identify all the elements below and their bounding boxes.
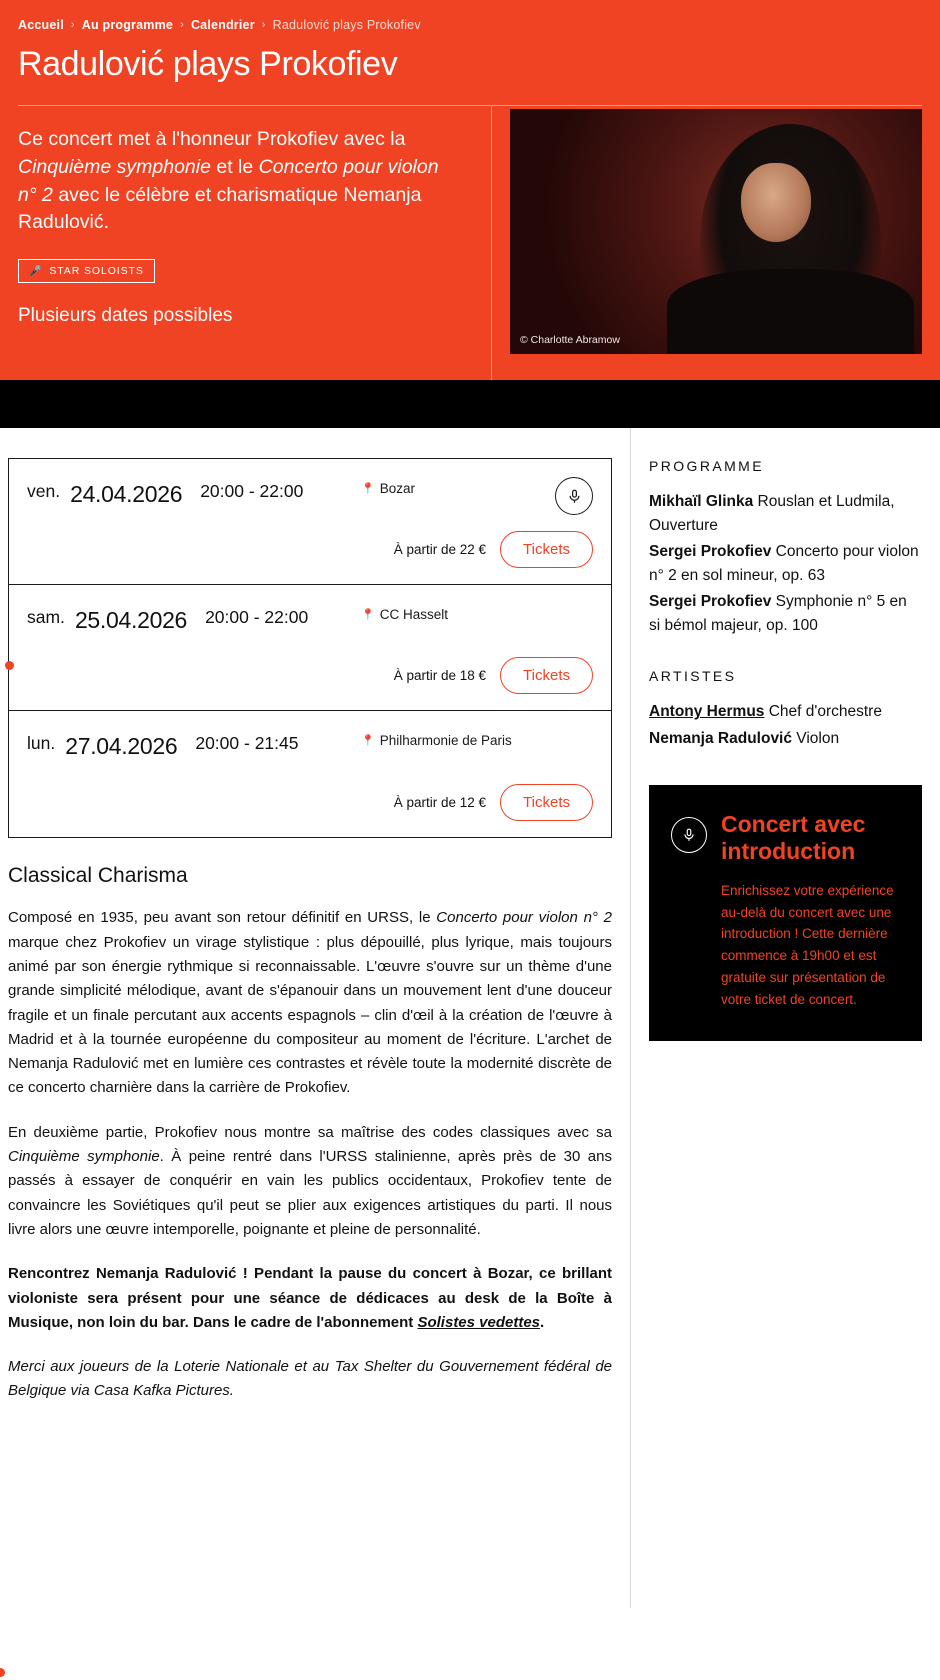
artistes-block [649,668,922,750]
hero-right-column [492,106,922,380]
star-soloists-tag-label: STAR SOLOISTS [49,265,144,278]
date-time: 20:00 - 22:00 [200,481,304,502]
date-time: 20:00 - 22:00 [205,607,309,628]
photo-shape-head [741,163,811,241]
date-side-2 [361,585,611,710]
artist-photo [510,109,922,354]
price-row [361,784,593,821]
hero-left-column [18,106,492,380]
artist-role: Violon [792,729,840,747]
microphone-icon [567,489,582,504]
article-p2-part-a: En deuxième partie, Prokofiev nous montre sa maîtrise des codes classiques avec sa [8,1123,612,1141]
venue-line [361,607,593,622]
table-row[interactable] [9,711,611,837]
tickets-button[interactable]: Tickets [500,784,593,821]
hero-body [18,105,922,380]
promo-title: Concert avec introduction [721,810,866,865]
breadcrumb-item-home[interactable]: Accueil [18,18,64,32]
dates-table [8,458,612,838]
article-p1-emphasis: Concerto pour violon n° 2 [436,909,612,927]
date-main-3 [9,711,361,837]
date-number: 25.04.2026 [74,607,188,634]
date-number: 24.04.2026 [70,481,183,508]
programme-composer: Mikhaïl Glinka [649,493,754,511]
article-paragraph-2 [8,1121,612,1242]
solistes-vedettes-link[interactable]: Solistes vedettes [417,1313,541,1331]
artistes-title: ARTISTES [649,668,737,685]
date-dayofweek: sam. [27,607,65,628]
artist-name: Nemanja Radulović [649,729,792,747]
artist-item [649,727,922,751]
table-row[interactable] [9,585,611,711]
date-time: 20:00 - 21:45 [195,733,299,754]
price-row [361,531,593,568]
promo-description: Enrichissez votre expérience au-delà du concert avec une introduction ! Cette dernière commence à 19h00 et est gratuite sur présentation de votre ticket de concert. [721,882,894,1007]
venue-line [361,733,593,748]
breadcrumb-item-programme[interactable]: Au programme [81,18,174,32]
article-p1-part-b: marque chez Prokofiev un virage stylistique : plus dépouillé, plus lyrique, mais toujours animé par son énergie rythmique si reconnaissable. L'œuvre s'ouvre sur un thème d'une grande simplicité mélodique, avant de s'épanouir dans un mouvement lent d'une douceur fragile et un finale percutant aux accents espagnols – clin d'œil à la création de l'œuvre à Madrid et à la tournée européenne du compositeur au moment de l'écriture. L'archet de Nemanja Radulović met en lumière ces contrastes et révèle toute la modernité discrète de ce concerto charnière dans la carrière de Prokofiev. [8,933,612,1097]
date-dayofweek: lun. [27,733,56,754]
article-p2-part-b: . À peine rentré dans l'URSS stalinienne, après près de 30 ans passés à essayer de conquérir en vain les publics occidentaux, Prokofiev tente de convaincre les Soviétiques qu'il peut se plier aux exigences artistiques du parti. Il nous livre alors une œuvre intemporelle, poignante et pleine de personnalité. [8,1148,612,1238]
table-row[interactable] [9,459,611,585]
programme-composer: Sergei Prokofiev [649,543,772,561]
photo-shape-body [667,269,914,355]
chevron-right-icon: › [180,19,184,31]
hero-desc-part-2: Cinquième symphonie [18,156,211,179]
article-heading: Classical Charisma [8,864,188,888]
venue-name: Bozar [379,481,415,497]
hero-dates-label: Plusieurs dates possibles [18,305,233,327]
tickets-button[interactable]: Tickets [500,531,593,568]
programme-work: Concerto pour violon n° 2 en sol mineur, op. 63 [649,543,919,585]
tickets-button[interactable]: Tickets [500,657,593,694]
hero-description [18,126,451,237]
artist-name-link[interactable]: Antony Hermus [649,703,765,721]
date-main-1 [9,459,361,584]
star-soloists-tag[interactable] [18,259,155,283]
price-label: À partir de 12 € [393,795,487,811]
article-paragraph-3 [8,1262,612,1335]
chevron-right-icon: › [261,19,266,31]
article-paragraph-4: Merci aux joueurs de la Loterie Nationale et au Tax Shelter du Gouvernement fédéral de Belgique via Casa Kafka Pictures. [8,1358,612,1400]
page-marker-dot [0,1668,5,1677]
venue-name: Philharmonie de Paris [379,733,512,749]
promo-text-block [721,811,900,1011]
microphone-icon [682,828,696,842]
article-paragraph-1 [8,906,612,1100]
main-content [0,428,940,1608]
microphone-icon: 🎤 [29,265,43,277]
programme-item [649,490,922,538]
article-p3-part-a: Rencontrez Nemanja Radulović ! Pendant la pause du concert à Bozar, ce brillant violoniste sera présent pour une séance de dédicaces au desk de la Boîte à Musique, non loin du bar. Dans le cadre de l'abonnement [8,1265,612,1331]
breadcrumb-item-current: Radulović plays Prokofiev [272,18,421,32]
location-pin-icon: 📍 [361,735,375,748]
photo-credit: © Charlotte Abramow [520,334,620,347]
location-pin-icon: 📍 [361,483,375,496]
breadcrumb-item-calendrier[interactable]: Calendrier [190,18,255,32]
article-p1-part-a: Composé en 1935, peu avant son retour définitif en URSS, le [8,909,437,927]
hero-desc-part-1: Ce concert met à l'honneur Prokofiev avec la [18,128,406,151]
date-number: 27.04.2026 [65,733,178,760]
artist-item [649,700,922,724]
concert-intro-promo [649,785,922,1041]
programme-title: PROGRAMME [649,458,764,475]
date-side-3 [361,711,611,837]
article-section [8,838,612,1403]
article-p3-part-b: . [540,1313,545,1331]
page-title: Radulović plays Prokofiev [18,45,398,83]
programme-item [649,590,922,638]
programme-composer: Sergei Prokofiev [649,593,772,611]
hero-section [0,0,940,380]
price-row [361,657,593,694]
programme-work: Rouslan et Ludmila, Ouverture [649,493,895,535]
artist-role: Chef d'orchestre [764,703,882,721]
price-label: À partir de 22 € [393,542,487,558]
article-p2-emphasis: Cinquième symphonie [8,1148,160,1166]
breadcrumb [18,18,922,32]
programme-item [649,540,922,588]
right-column [630,428,940,1608]
price-label: À partir de 18 € [393,668,487,684]
hero-desc-part-5: avec le célèbre et charismatique Nemanja Radulović. [18,183,422,234]
programme-work: Symphonie n° 5 en si bémol majeur, op. 100 [649,593,907,635]
date-dayofweek: ven. [27,481,61,502]
location-pin-icon: 📍 [361,609,375,622]
left-column [0,428,630,1423]
promo-microphone-badge [671,817,707,853]
date-main-2 [9,585,361,710]
chevron-right-icon: › [70,19,75,31]
hero-desc-part-4: Concerto pour violon n° 2 [18,156,439,206]
black-divider-bar [0,380,940,428]
venue-name: CC Hasselt [379,607,448,623]
hero-desc-part-3: et le [210,156,259,179]
